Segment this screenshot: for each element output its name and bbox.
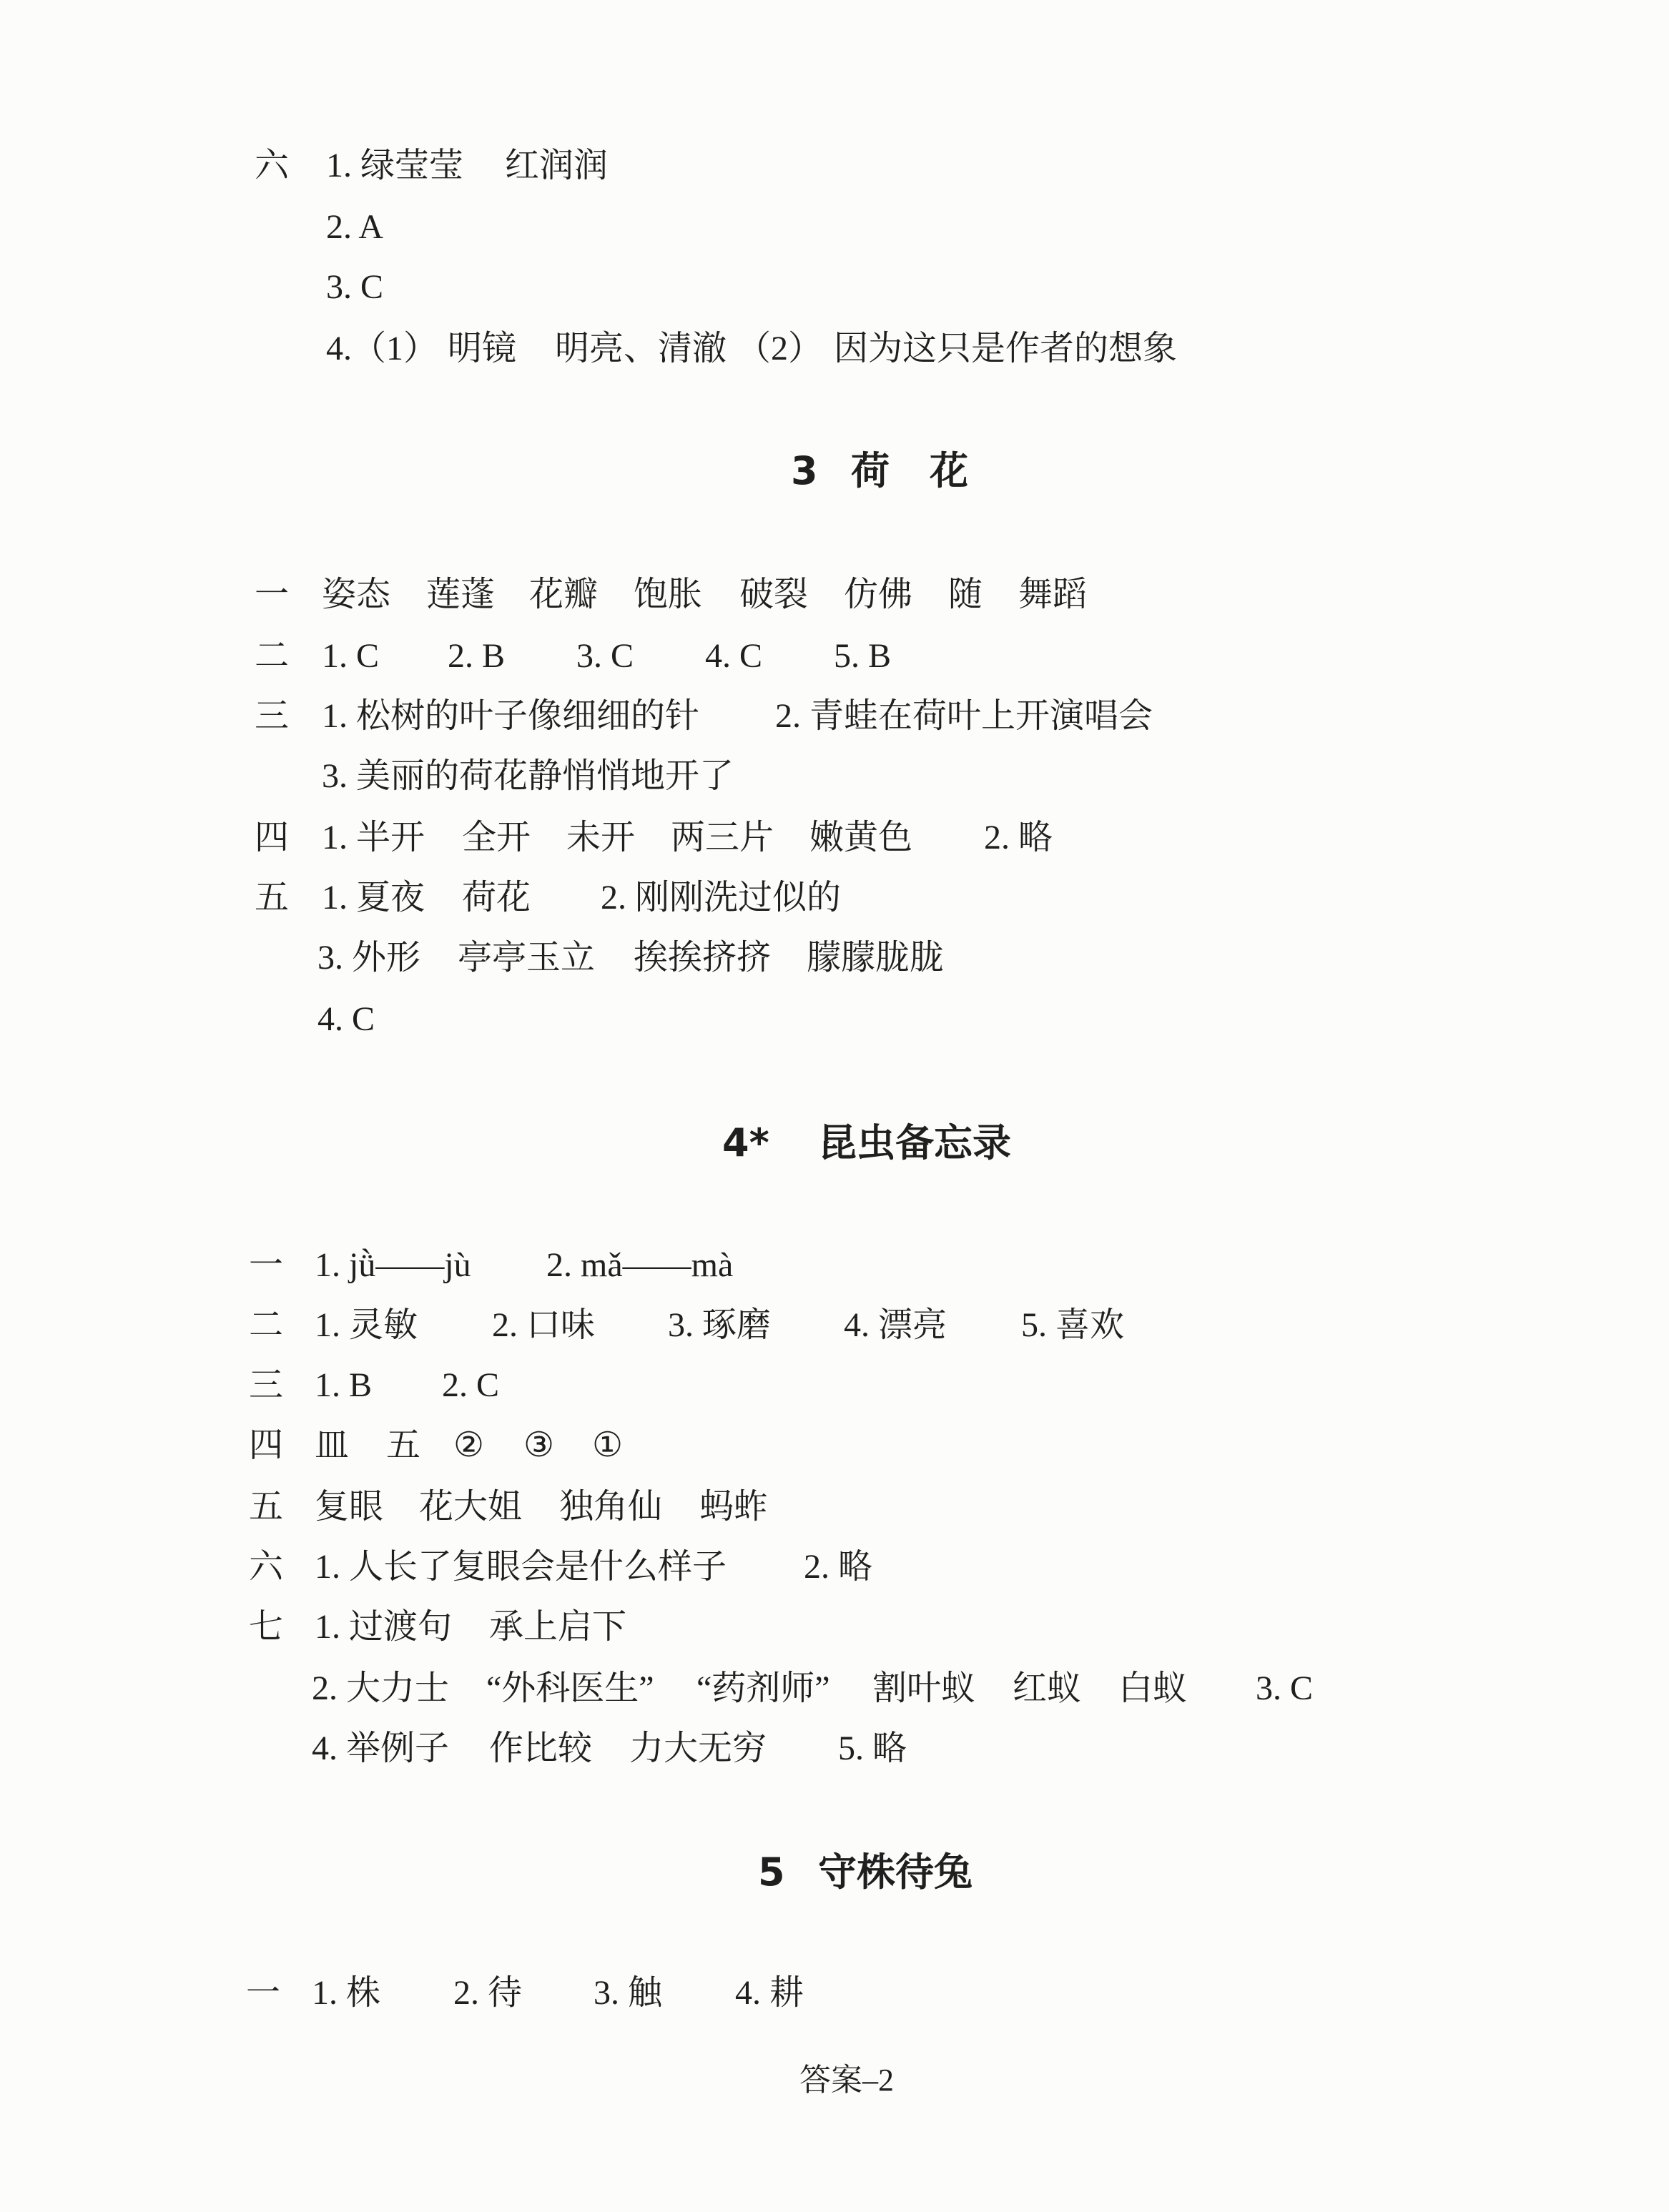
answer-item: 1. 过渡句 [315,1608,453,1646]
question-number: 七 [249,1608,284,1646]
question-number: 六 [255,147,290,184]
answer-item: 4. 漂亮 [844,1306,947,1344]
answer-item: “药剂师” [696,1669,830,1707]
answer-item: 1. B [315,1366,373,1404]
answer-item: 花大姐 [419,1488,523,1526]
answer-item: 承上启下 [489,1608,627,1646]
answer-item: 挨挨挤挤 [634,939,772,977]
answer-row [0,1972,1669,2015]
answer-item: 3. C [326,268,384,306]
answer-item: 3. C [1256,1669,1314,1707]
question-number: 二 [249,1306,284,1344]
answer-item: 1. C [322,637,380,675]
answer-row [0,877,1669,919]
answer-item: 2. mǎ——mà [546,1246,734,1284]
answer-item: 4.（1） [326,330,438,367]
answer-item: 皿 [315,1426,350,1464]
answer-row [0,1606,1669,1649]
answer-item: 独角仙 [559,1488,663,1526]
lesson-number: 5 [758,1850,785,1895]
answer-item: 荷花 [462,879,531,917]
answer-row [0,573,1669,616]
answer-item: 1. 人长了复眼会是什么样子 [315,1548,727,1586]
answer-item: 五 [386,1426,421,1464]
answer-item: 4. C [317,1000,375,1038]
answer-row [0,1424,1669,1467]
answer-item: 明亮、清澈 [555,330,727,367]
answer-item: 1. 灵敏 [315,1306,418,1344]
answer-item: ② [453,1426,485,1464]
answer-item: ① [592,1426,624,1464]
answer-item: 蚂蚱 [699,1488,769,1526]
answer-item: 因为这只是作者的想象 [834,330,1178,367]
answer-item: 嫩黄色 [809,819,913,856]
answer-row [0,695,1669,738]
answer-item: 舞蹈 [1018,576,1088,613]
answer-row [0,816,1669,859]
answer-row [0,1667,1669,1710]
answer-item: 2. C [442,1366,500,1404]
answer-item: 仿佛 [844,576,913,613]
answer-row [0,635,1669,678]
answer-row [0,266,1669,309]
answer-row [0,327,1669,370]
answer-row [0,937,1669,979]
answer-item: 两三片 [671,819,774,856]
lesson-title [0,1118,1669,1168]
question-number: 一 [246,1974,281,2012]
question-number: 三 [249,1366,284,1404]
answer-item: 莲蓬 [426,576,496,613]
answer-item: 亭亭玉立 [458,939,596,977]
answer-item: “外科医生” [486,1669,654,1707]
answer-item: 白蚁 [1118,1669,1188,1707]
lesson-number: 3 [791,448,818,493]
answer-item: 2. 口味 [492,1306,596,1344]
answer-item: 4. 耕 [735,1974,804,2012]
answer-item: 红蚁 [1013,1669,1082,1707]
answer-item: 4. C [705,637,763,675]
answer-item: 4. 举例子 [312,1729,450,1767]
lesson-title [0,1847,1669,1897]
answer-item: 明镜 [448,330,517,367]
answer-item: 3. C [576,637,634,675]
lesson-title-text: 花 [930,448,968,493]
answer-item: 未开 [566,819,636,856]
answer-row [0,755,1669,798]
lesson-title-text: 守株待兔 [818,1850,973,1895]
question-number: 一 [255,576,290,613]
answer-item: 2. 刚刚洗过似的 [601,879,842,917]
answer-item: ③ [523,1426,555,1464]
answer-item: 2. 青蛙在荷叶上开演唱会 [775,697,1153,735]
question-number: 五 [255,879,290,917]
question-number: 五 [249,1488,284,1526]
answer-item: 2. 大力士 [312,1669,450,1707]
answer-item: 2. 略 [804,1548,873,1586]
answer-item: 朦朦胧胧 [807,939,945,977]
answer-item: 5. 喜欢 [1021,1306,1125,1344]
answer-item: 饱胀 [634,576,703,613]
lesson-title-text: 荷 [851,448,890,493]
answer-item: 1. 绿莹莹 [326,147,464,184]
answer-item: 花瓣 [529,576,599,613]
lesson-title-text: 昆虫备忘录 [818,1120,1011,1165]
answer-item: （2） [737,330,823,367]
answer-row [0,1244,1669,1287]
answer-item: 随 [948,576,983,613]
answer-item: 2. A [326,208,384,246]
answer-item: 1. 夏夜 [322,879,425,917]
question-number: 四 [249,1426,284,1464]
answer-row [0,998,1669,1041]
answer-item: 3. 琢磨 [668,1306,772,1344]
answer-item: 5. 略 [838,1729,907,1767]
question-number: 六 [249,1548,284,1586]
question-number: 三 [255,697,290,735]
question-number: 一 [249,1246,284,1284]
answer-row [0,1364,1669,1407]
answer-row [0,1546,1669,1589]
answer-item: 破裂 [739,576,809,613]
answer-row [0,144,1669,187]
answer-row [0,1486,1669,1529]
answer-row [0,206,1669,249]
answer-item: 姿态 [322,576,391,613]
answer-item: 全开 [462,819,531,856]
page-footer: 答案–2 [799,2063,894,2098]
answer-item: 2. 待 [453,1974,523,2012]
answer-item: 3. 美丽的荷花静悄悄地开了 [322,757,734,795]
answer-item: 5. B [834,637,892,675]
question-number: 四 [255,819,290,856]
answer-item: 1. jǜ——jù [315,1246,471,1284]
answer-item: 割叶蚁 [872,1669,976,1707]
answer-item: 1. 半开 [322,819,425,856]
question-number: 二 [255,637,290,675]
answer-row [0,1727,1669,1770]
answer-item: 2. 略 [984,819,1053,856]
answer-item: 力大无穷 [629,1729,767,1767]
answer-item: 红润润 [505,147,609,184]
answer-item: 1. 株 [312,1974,381,2012]
answer-item: 复眼 [315,1488,384,1526]
answer-item: 3. 外形 [317,939,421,977]
lesson-number: 4* [722,1120,769,1165]
answer-item: 3. 触 [594,1974,663,2012]
answer-row [0,1304,1669,1347]
answer-item: 2. B [448,637,506,675]
answer-item: 作比较 [489,1729,593,1767]
answer-item: 1. 松树的叶子像细细的针 [322,697,700,735]
lesson-title [0,446,1669,496]
